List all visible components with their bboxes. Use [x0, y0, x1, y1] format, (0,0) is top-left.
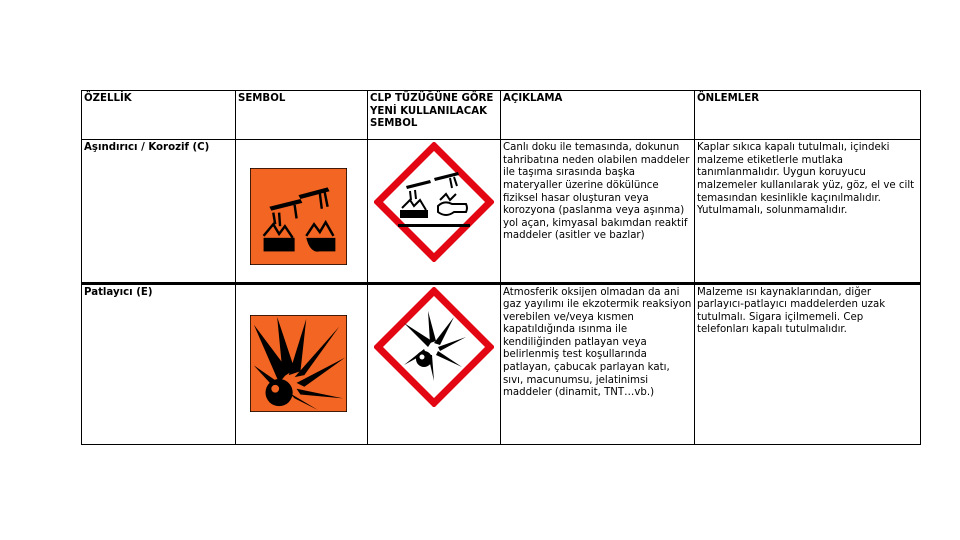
explosive-ghs-pictogram-icon: [374, 287, 494, 407]
header-description: AÇIKLAMA: [501, 91, 695, 140]
hazard-symbols-table: [81, 90, 921, 445]
property-name: Aşındırıcı / Korozif (C): [82, 140, 236, 283]
description-text: Canlı doku ile temasında, dokunun tahribatına neden olabilen maddeler ile taşıma sırasında başka materyaller üzerine dökülünce fiziksel hasar oluşturan veya korozyona (paslanma veya aşınma) yol açan, kimyasal bakımdan reaktif maddeler (asitler ve bazlar): [501, 140, 695, 283]
header-row: [82, 91, 921, 140]
precautions-text: Kaplar sıkıca kapalı tutulmalı, içindeki malzeme etiketlerle mutlaka tanımlanmalıdır. Uygun koruyucu malzemeler kullanılarak yüz, göz, el ve cilt temasından kesinlikle kaçınılmalıdır. Yutulmamalı, solunmamalıdır.: [695, 140, 921, 283]
header-property: ÖZELLİK: [82, 91, 236, 140]
property-name: Patlayıcı (E): [82, 283, 236, 444]
header-precautions: ÖNLEMLER: [695, 91, 921, 140]
table-row: [82, 283, 921, 444]
header-clp-symbol: CLP TÜZÜĞÜNE GÖRE YENİ KULLANILACAK SEMBOL: [368, 91, 501, 140]
precautions-text: Malzeme ısı kaynaklarından, diğer parlayıcı-patlayıcı maddelerden uzak tutulmalı. Sigara içilmemeli. Cep telefonları kapalı tutulmalıdır.: [695, 283, 921, 444]
corrosive-orange-symbol-icon: [250, 168, 347, 265]
description-text: Atmosferik oksijen olmadan da ani gaz yayılımı ile ekzotermik reaksiyon verebilen ve/veya kısmen kapatıldığında ısınma ile kendiliğinden patlayan veya belirlenmiş test koşullarında patlayan, çabucak parlayan katı, sıvı, macunumsu, jelatinimsi maddeler (dinamit, TNT…vb.): [501, 283, 695, 444]
header-symbol: SEMBOL: [236, 91, 368, 140]
corrosive-ghs-pictogram-icon: [374, 142, 494, 262]
table-row: [82, 140, 921, 283]
explosive-orange-symbol-icon: [250, 315, 347, 412]
